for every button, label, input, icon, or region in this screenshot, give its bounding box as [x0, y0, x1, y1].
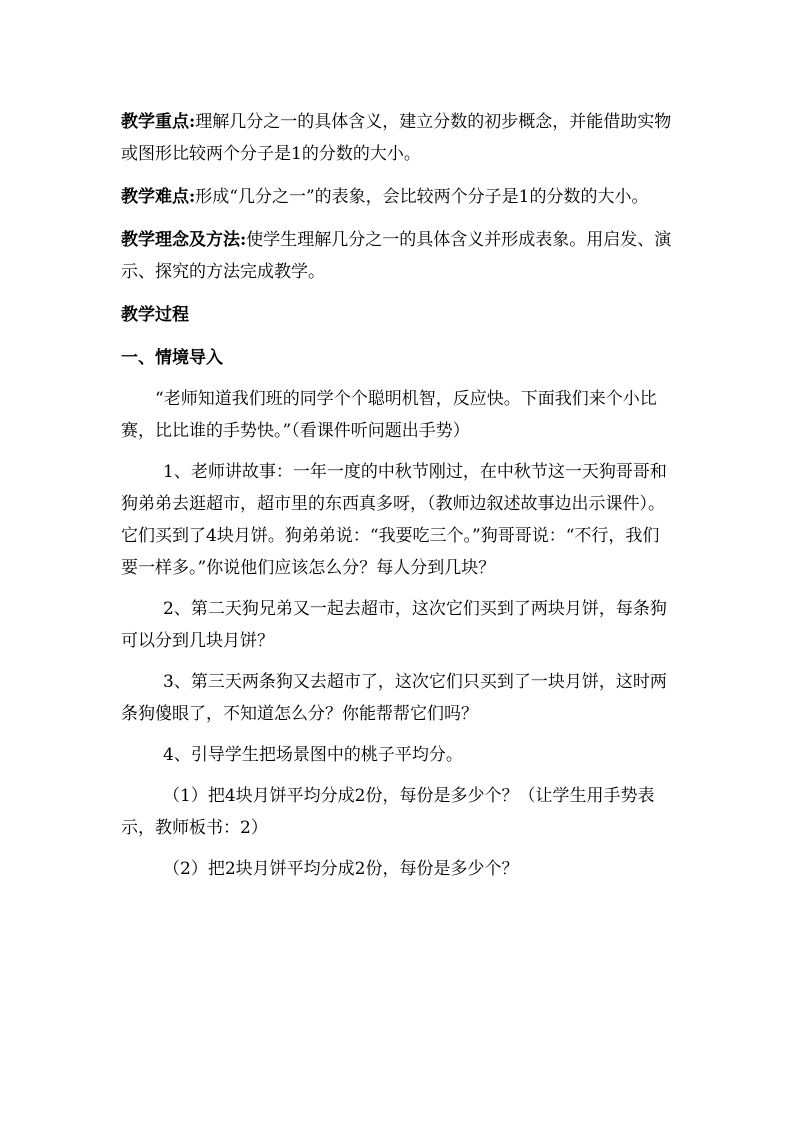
- teaching-method-label: 教学理念及方法:: [121, 230, 247, 250]
- teaching-difficulty-paragraph: [121, 181, 676, 213]
- teaching-method-paragraph: [121, 224, 676, 288]
- teaching-process-heading: 教学过程: [121, 305, 189, 325]
- teaching-difficulty-label: 教学难点:: [121, 187, 196, 207]
- teaching-focus-paragraph: [121, 106, 676, 170]
- document-body: [121, 106, 676, 885]
- teaching-difficulty-text: 形成“几分之一”的表象，会比较两个分子是1的分数的大小。: [195, 187, 649, 207]
- step-2-paragraph: 2、第二天狗兄弟又一起去超市，这次它们买到了两块月饼，每条狗可以分到几块月饼？: [121, 599, 667, 651]
- step-1-paragraph: 1、老师讲故事：一年一度的中秋节刚过，在中秋节这一天狗哥哥和狗弟弟去逛超市，超市里的东西真多呀，（教师边叙述故事边出示课件）。它们买到了4块月饼。狗弟弟说：“我要吃三个。”狗哥哥说：“不行，我们要一样多。”你说他们应该怎么分？每人分到几块？: [121, 462, 667, 578]
- step-4-paragraph: 4、引导学生把场景图中的桃子平均分。: [163, 745, 463, 765]
- substep-2-paragraph: （2）把2块月饼平均分成2份，每份是多少个？: [163, 859, 519, 879]
- step-3-paragraph: 3、第三天两条狗又去超市了，这次它们只买到了一块月饼，这时两条狗傻眼了，不知道怎么分？你能帮帮它们吗？: [121, 672, 667, 724]
- teaching-focus-text: 理解几分之一的具体含义，建立分数的初步概念，并能借助实物或图形比较两个分子是1的分数的大小。: [121, 112, 672, 164]
- teaching-method-text: 使学生理解几分之一的具体含义并形成表象。用启发、演示、探究的方法完成教学。: [121, 230, 672, 282]
- substep-1-paragraph: （1）把4块月饼平均分成2份，每份是多少个？（让学生用手势表示，教师板书：2）: [121, 786, 655, 838]
- teaching-focus-label: 教学重点:: [121, 112, 196, 132]
- intro-quote-paragraph: “老师知道我们班的同学个个聪明机智，反应快。下面我们来个小比赛，比比谁的手势快。”（看课件听问题出手势）: [121, 389, 657, 441]
- section-1-heading: 一、情境导入: [121, 348, 223, 368]
